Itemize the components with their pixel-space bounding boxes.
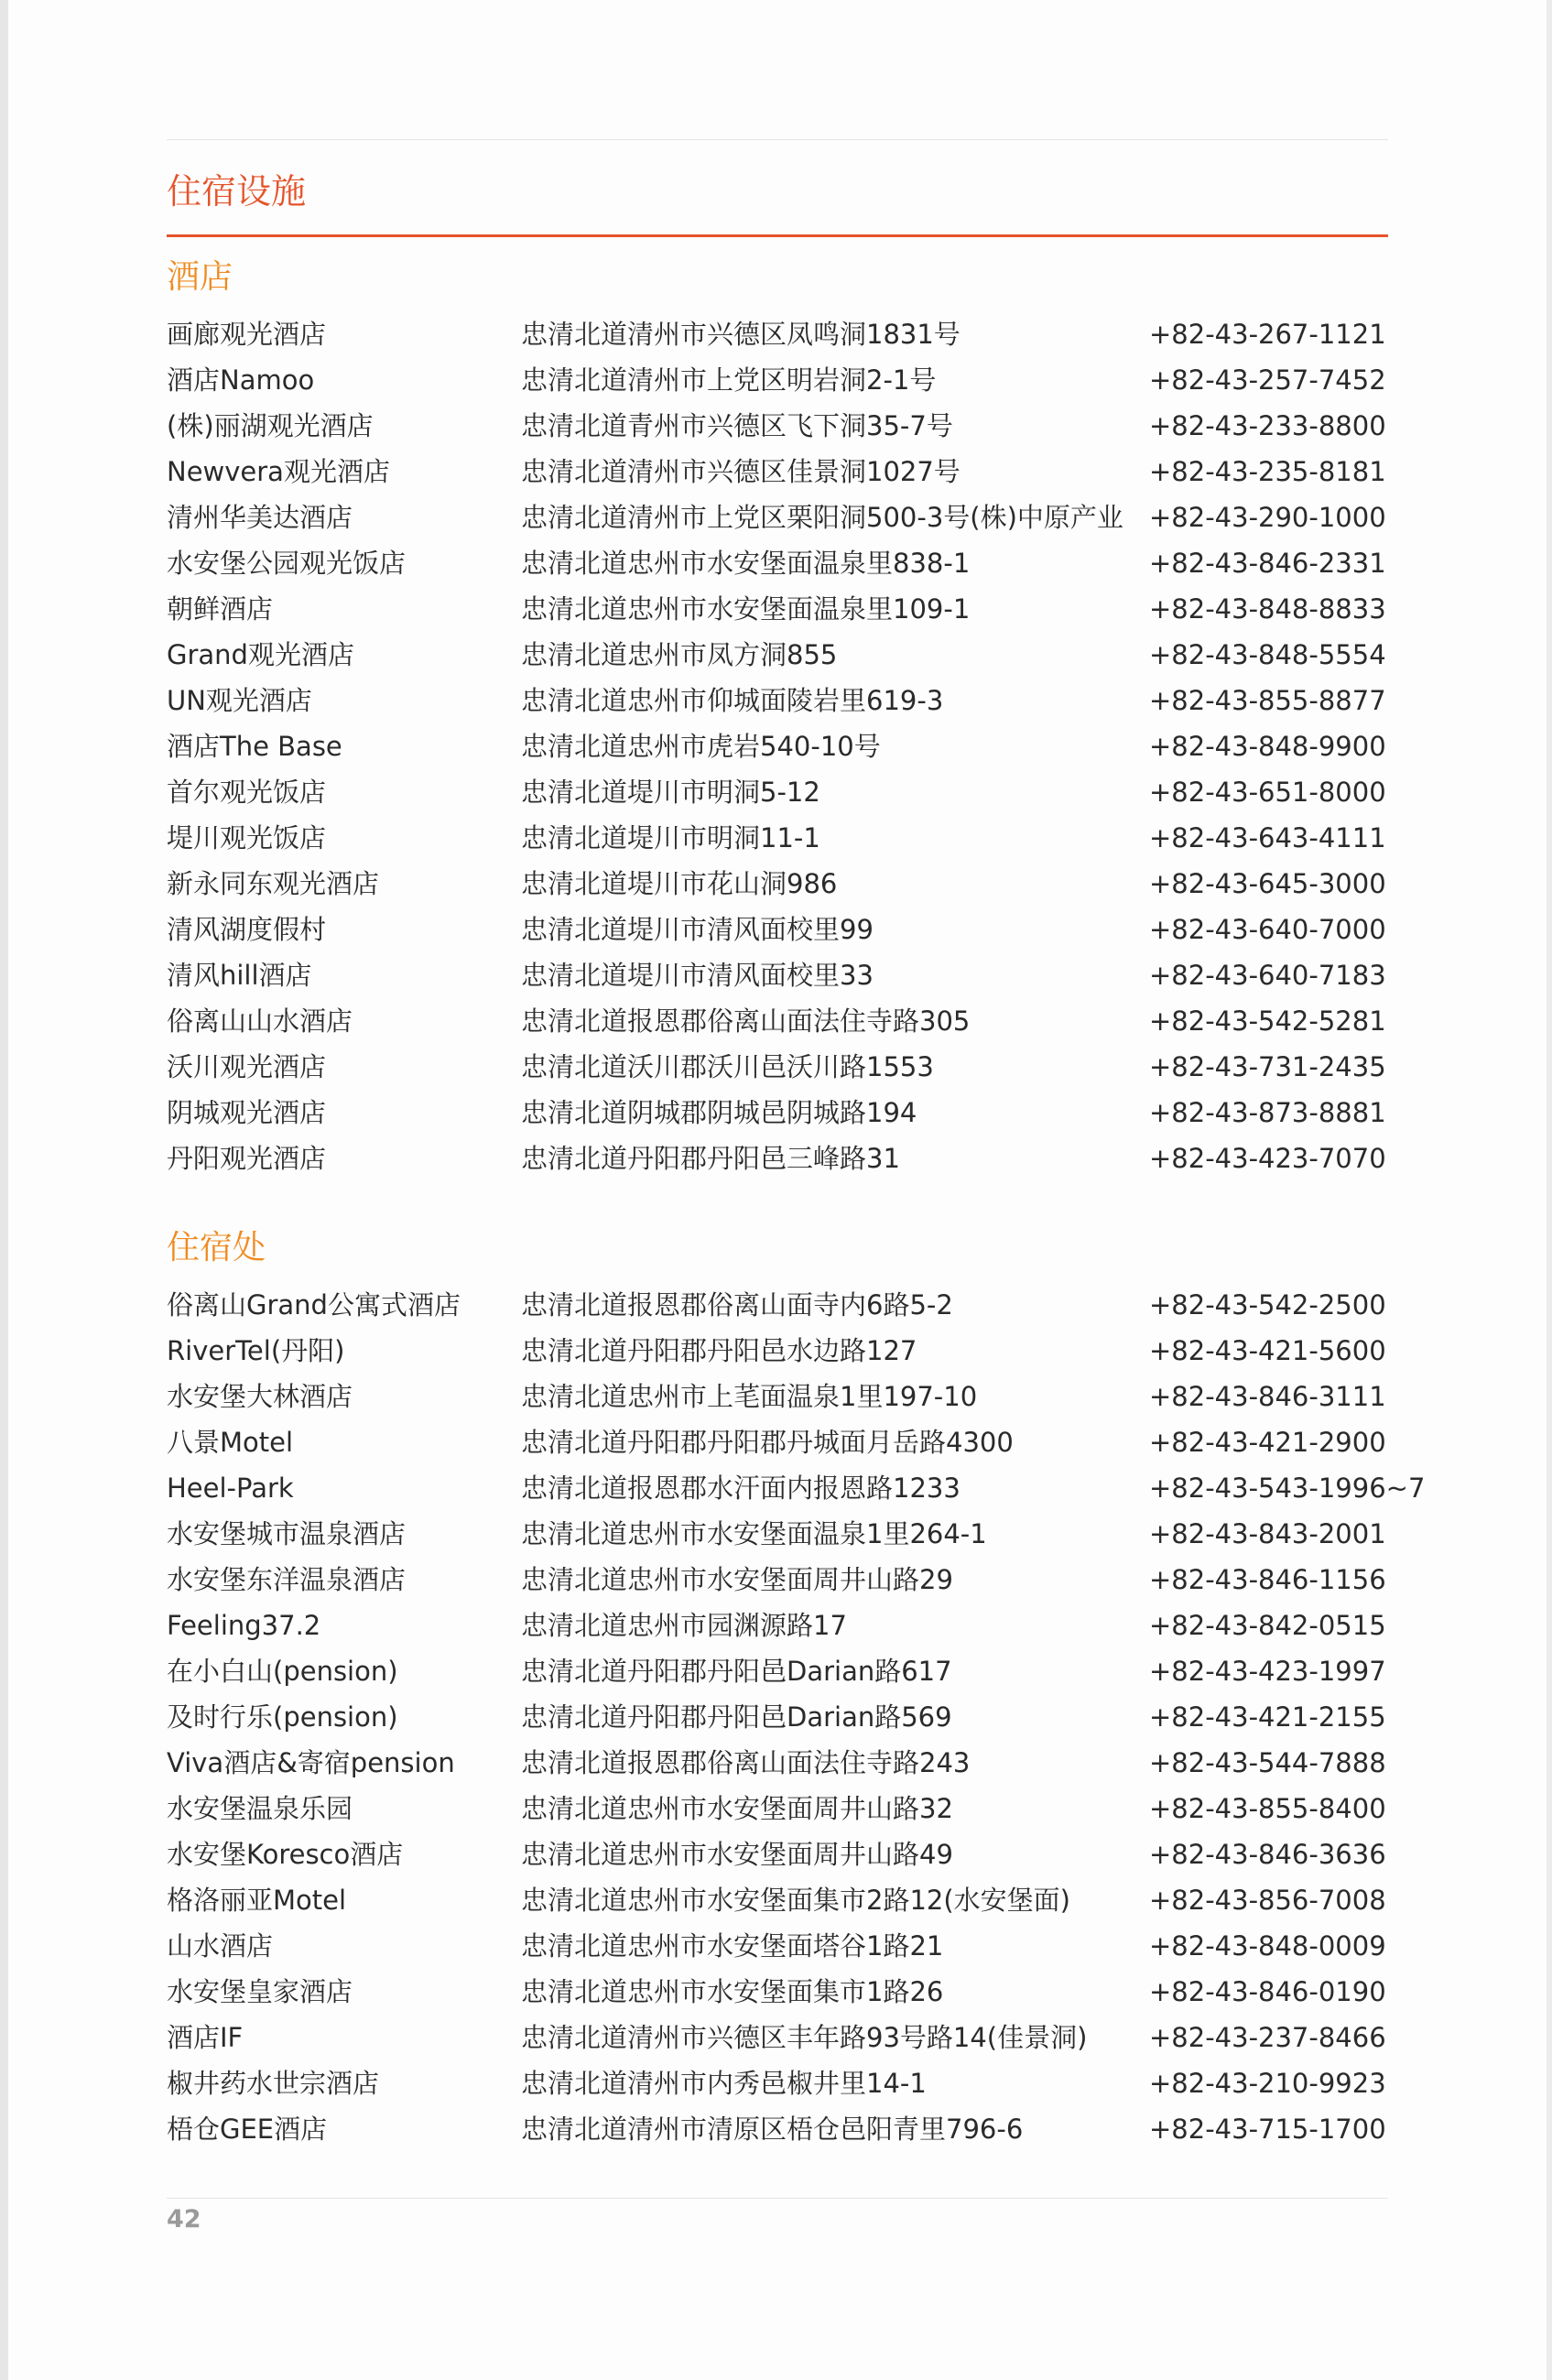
listing-address: 忠清北道堤川市明洞5-12 <box>521 777 820 808</box>
listing-phone: +82-43-846-3111 <box>1149 1381 1386 1412</box>
listing-phone: +82-43-651-8000 <box>1149 777 1386 808</box>
listing-address: 忠清北道报恩郡俗离山面法住寺路243 <box>521 1747 971 1778</box>
listing-phone: +82-43-848-5554 <box>1149 639 1386 670</box>
listing-name: 清州华美达酒店 <box>167 502 353 533</box>
listing-name: 酒店Namoo <box>167 364 315 396</box>
list-item <box>167 1511 1388 1557</box>
listing-phone: +82-43-640-7000 <box>1149 914 1386 945</box>
listing-name: UN观光酒店 <box>167 685 312 716</box>
list-item <box>167 2015 1388 2060</box>
list-item <box>167 1694 1388 1740</box>
listing-phone: +82-43-856-7008 <box>1149 1885 1386 1916</box>
listing-phone: +82-43-423-1997 <box>1149 1656 1386 1687</box>
listing-address: 忠清北道青州市兴德区飞下洞35-7号 <box>521 410 953 441</box>
listing-name: 山水酒店 <box>167 1930 274 1962</box>
listing-address: 忠清北道报恩郡水汗面内报恩路1233 <box>521 1473 961 1504</box>
listing-address: 忠清北道沃川郡沃川邑沃川路1553 <box>521 1051 934 1082</box>
hotels-list <box>167 311 1388 1181</box>
listing-phone: +82-43-731-2435 <box>1149 1051 1386 1082</box>
list-item <box>167 403 1388 449</box>
list-item <box>167 449 1388 494</box>
listing-name: 水安堡大林酒店 <box>167 1381 353 1412</box>
listing-address: 忠清北道报恩郡俗离山面寺内6路5-2 <box>521 1289 953 1320</box>
listing-phone: +82-43-842-0515 <box>1149 1610 1386 1641</box>
top-divider <box>167 139 1388 140</box>
listing-name: (株)丽湖观光酒店 <box>167 410 374 441</box>
listing-address: 忠清北道忠州市水安堡面集市2路12(水安堡面) <box>521 1885 1070 1916</box>
listing-address: 忠清北道忠州市水安堡面温泉里838-1 <box>521 548 971 579</box>
list-item <box>167 1328 1388 1374</box>
listing-phone: +82-43-715-1700 <box>1149 2114 1386 2145</box>
listing-phone: +82-43-645-3000 <box>1149 868 1386 899</box>
listing-address: 忠清北道丹阳郡丹阳邑三峰路31 <box>521 1143 900 1174</box>
listing-address: 忠清北道清州市兴德区佳景洞1027号 <box>521 456 961 487</box>
listing-address: 忠清北道丹阳郡丹阳邑水边路127 <box>521 1335 917 1366</box>
list-item <box>167 769 1388 815</box>
listing-name: 俗离山Grand公寓式酒店 <box>167 1289 461 1320</box>
list-item <box>167 815 1388 861</box>
section-title-underline <box>167 234 1388 237</box>
listing-name: 格洛丽亚Motel <box>167 1885 347 1916</box>
section-title: 住宿设施 <box>167 171 307 212</box>
listing-address: 忠清北道堤川市清风面校里33 <box>521 960 874 991</box>
listing-address: 忠清北道丹阳郡丹阳邑Darian路569 <box>521 1701 952 1733</box>
listing-name: 八景Motel <box>167 1427 294 1458</box>
listing-name: 画廊观光酒店 <box>167 319 327 350</box>
listing-name: 水安堡公园观光饭店 <box>167 548 407 579</box>
list-item <box>167 2060 1388 2106</box>
listing-address: 忠清北道忠州市虎岩540-10号 <box>521 731 881 762</box>
listing-address: 忠清北道忠州市仰城面陵岩里619-3 <box>521 685 944 716</box>
list-item <box>167 1786 1388 1831</box>
listing-phone: +82-43-846-3636 <box>1149 1839 1386 1870</box>
listing-name: Viva酒店&寄宿pension <box>167 1747 455 1778</box>
listing-address: 忠清北道丹阳郡丹阳邑Darian路617 <box>521 1656 952 1687</box>
listing-phone: +82-43-846-2331 <box>1149 548 1386 579</box>
list-item <box>167 1740 1388 1786</box>
list-item <box>167 1090 1388 1136</box>
listing-name: 清风hill酒店 <box>167 960 312 991</box>
list-item <box>167 1648 1388 1694</box>
listing-address: 忠清北道忠州市水安堡面周井山路29 <box>521 1564 953 1595</box>
listing-phone: +82-43-542-5281 <box>1149 1005 1386 1037</box>
listing-phone: +82-43-544-7888 <box>1149 1747 1386 1778</box>
listing-address: 忠清北道报恩郡俗离山面法住寺路305 <box>521 1005 971 1037</box>
listing-name: Grand观光酒店 <box>167 639 354 670</box>
listing-address: 忠清北道忠州市上芼面温泉1里197-10 <box>521 1381 978 1412</box>
listing-address: 忠清北道清州市内秀邑椒井里14-1 <box>521 2068 927 2099</box>
page-edge-right <box>1547 0 1552 2380</box>
listing-name: 酒店The Base <box>167 731 342 762</box>
lodging-list <box>167 1282 1426 2152</box>
listing-phone: +82-43-855-8400 <box>1149 1793 1386 1824</box>
listing-address: 忠清北道忠州市水安堡面集市1路26 <box>521 1976 944 2007</box>
listing-phone: +82-43-210-9923 <box>1149 2068 1386 2099</box>
listing-phone: +82-43-233-8800 <box>1149 410 1386 441</box>
listing-phone: +82-43-421-5600 <box>1149 1335 1386 1366</box>
listing-name: 堤川观光饭店 <box>167 822 327 853</box>
listing-phone: +82-43-640-7183 <box>1149 960 1386 991</box>
listing-address: 忠清北道忠州市水安堡面周井山路49 <box>521 1839 953 1870</box>
listing-phone: +82-43-643-4111 <box>1149 822 1386 853</box>
listing-name: 丹阳观光酒店 <box>167 1143 327 1174</box>
listing-address: 忠清北道清州市上党区明岩洞2-1号 <box>521 364 937 396</box>
listing-address: 忠清北道丹阳郡丹阳郡丹城面月岳路4300 <box>521 1427 1014 1458</box>
list-item <box>167 632 1388 678</box>
listing-phone: +82-43-421-2900 <box>1149 1427 1386 1458</box>
hotels-heading: 酒店 <box>167 258 233 296</box>
listing-name: 清风湖度假村 <box>167 914 327 945</box>
listing-name: 俗离山山水酒店 <box>167 1005 353 1037</box>
listing-phone: +82-43-855-8877 <box>1149 685 1386 716</box>
list-item <box>167 357 1388 403</box>
listing-address: 忠清北道堤川市花山洞986 <box>521 868 838 899</box>
listing-phone: +82-43-235-8181 <box>1149 456 1386 487</box>
listing-name: 椒井药水世宗酒店 <box>167 2068 380 2099</box>
listing-name: 酒店IF <box>167 2022 244 2053</box>
listing-address: 忠清北道忠州市凤方洞855 <box>521 639 838 670</box>
list-item <box>167 1044 1388 1090</box>
listing-name: 水安堡温泉乐园 <box>167 1793 353 1824</box>
list-item <box>167 1923 1388 1969</box>
page-number: 42 <box>167 2205 201 2233</box>
listing-phone: +82-43-848-9900 <box>1149 731 1386 762</box>
listing-name: 水安堡城市温泉酒店 <box>167 1518 407 1549</box>
list-item <box>167 678 1388 723</box>
listing-phone: +82-43-848-0009 <box>1149 1930 1386 1962</box>
listing-phone: +82-43-290-1000 <box>1149 502 1386 533</box>
list-item <box>167 1419 1388 1465</box>
listing-phone: +82-43-846-0190 <box>1149 1976 1386 2007</box>
listing-name: 新永同东观光酒店 <box>167 868 380 899</box>
listing-name: 阴城观光酒店 <box>167 1097 327 1128</box>
list-item <box>167 540 1388 586</box>
listing-address: 忠清北道堤川市明洞11-1 <box>521 822 820 853</box>
listing-phone: +82-43-423-7070 <box>1149 1143 1386 1174</box>
listing-phone: +82-43-421-2155 <box>1149 1701 1386 1733</box>
bottom-divider <box>167 2198 1388 2199</box>
list-item <box>167 723 1388 769</box>
listing-address: 忠清北道清州市兴德区丰年路93号路14(佳景洞) <box>521 2022 1088 2053</box>
listing-phone: +82-43-237-8466 <box>1149 2022 1386 2053</box>
list-item <box>167 1877 1388 1923</box>
listing-phone: +82-43-873-8881 <box>1149 1097 1386 1128</box>
listing-phone: +82-43-267-1121 <box>1149 319 1386 350</box>
listing-name: 水安堡东洋温泉酒店 <box>167 1564 407 1595</box>
listing-name: 在小白山(pension) <box>167 1656 398 1687</box>
list-item <box>167 952 1388 998</box>
listing-name: 朝鲜酒店 <box>167 593 274 625</box>
page-edge-left <box>0 0 8 2380</box>
list-item <box>167 1603 1388 1648</box>
listing-name: 水安堡Koresco酒店 <box>167 1839 404 1870</box>
listing-name: 首尔观光饭店 <box>167 777 327 808</box>
listing-name: 梧仓GEE酒店 <box>167 2114 328 2145</box>
listing-name: 沃川观光酒店 <box>167 1051 327 1082</box>
listing-address: 忠清北道忠州市水安堡面塔谷1路21 <box>521 1930 944 1962</box>
listing-phone: +82-43-542-2500 <box>1149 1289 1386 1320</box>
list-item <box>167 494 1388 540</box>
listing-name: RiverTel(丹阳) <box>167 1335 345 1366</box>
listing-name: 水安堡皇家酒店 <box>167 1976 353 2007</box>
listing-name: Newvera观光酒店 <box>167 456 390 487</box>
list-item <box>167 586 1388 632</box>
listing-address: 忠清北道清州市清原区梧仓邑阳青里796-6 <box>521 2114 1024 2145</box>
list-item <box>167 1136 1388 1181</box>
list-item <box>167 1282 1388 1328</box>
list-item <box>167 861 1388 907</box>
listing-phone: +82-43-257-7452 <box>1149 364 1386 396</box>
lodging-heading: 住宿处 <box>167 1229 266 1266</box>
listing-address: 忠清北道清州市上党区栗阳洞500-3号(株)中原产业 <box>521 502 1123 533</box>
listing-name: Heel-Park <box>167 1473 294 1504</box>
listing-address: 忠清北道清州市兴德区凤鸣洞1831号 <box>521 319 961 350</box>
list-item <box>167 2106 1388 2152</box>
list-item <box>167 1831 1388 1877</box>
listing-phone: +82-43-846-1156 <box>1149 1564 1386 1595</box>
listing-phone: +82-43-848-8833 <box>1149 593 1386 625</box>
listing-phone: +82-43-843-2001 <box>1149 1518 1386 1549</box>
list-item <box>167 998 1388 1044</box>
listing-address: 忠清北道忠州市水安堡面温泉1里264-1 <box>521 1518 987 1549</box>
listing-phone: +82-43-543-1996~7 <box>1149 1473 1426 1504</box>
listing-name: Feeling37.2 <box>167 1610 321 1641</box>
list-item <box>167 1465 1426 1511</box>
list-item <box>167 1374 1388 1419</box>
listing-address: 忠清北道堤川市清风面校里99 <box>521 914 874 945</box>
list-item <box>167 1969 1388 2015</box>
listing-address: 忠清北道忠州市水安堡面温泉里109-1 <box>521 593 971 625</box>
listing-address: 忠清北道阴城郡阴城邑阴城路194 <box>521 1097 917 1128</box>
listing-address: 忠清北道忠州市水安堡面周井山路32 <box>521 1793 953 1824</box>
listing-address: 忠清北道忠州市园渊源路17 <box>521 1610 847 1641</box>
list-item <box>167 311 1388 357</box>
list-item <box>167 1557 1388 1603</box>
listing-name: 及时行乐(pension) <box>167 1701 398 1733</box>
list-item <box>167 907 1388 952</box>
